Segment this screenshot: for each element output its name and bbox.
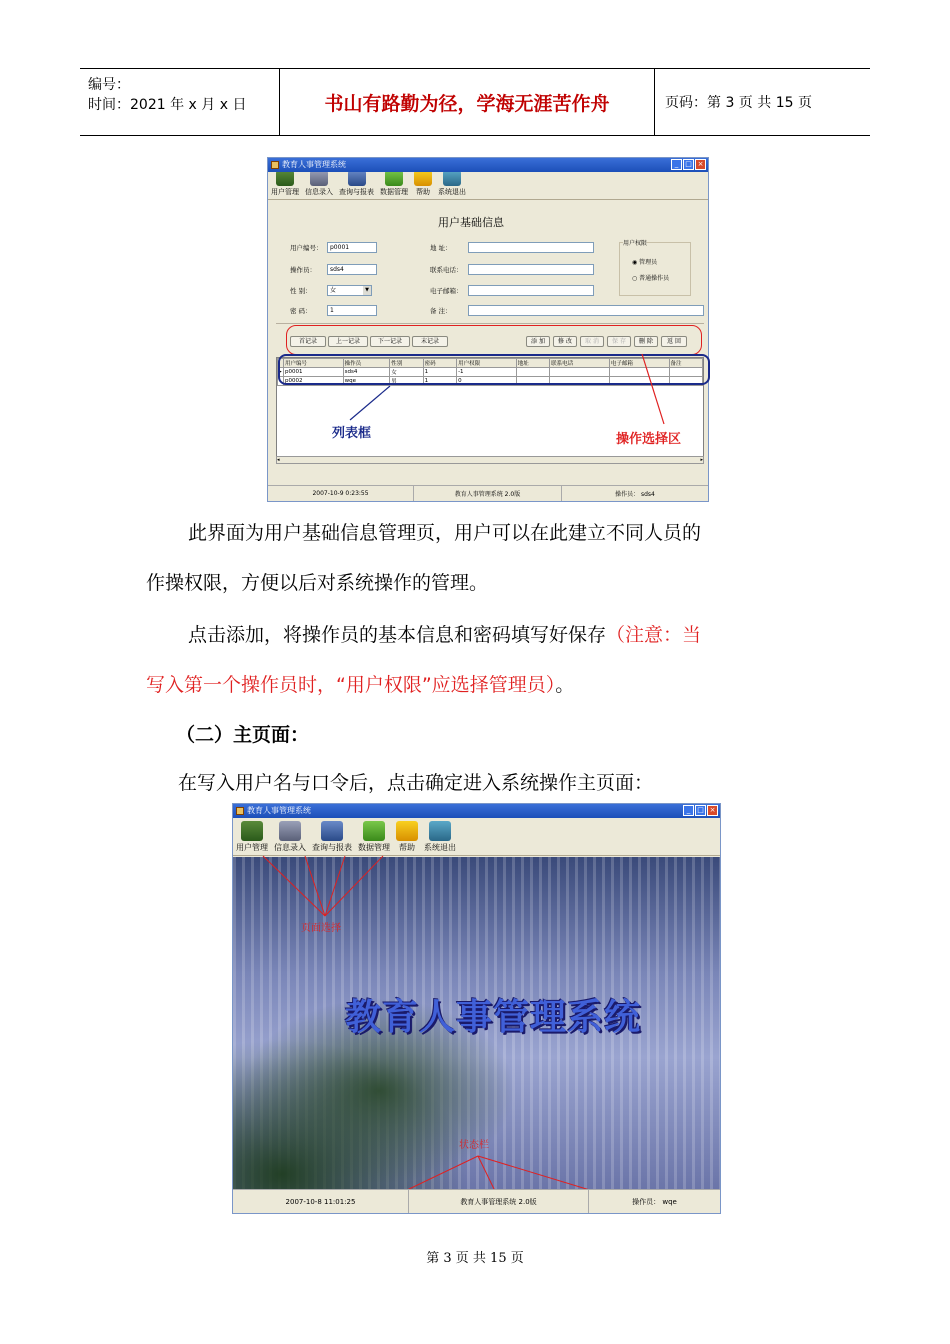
table-cell: p0001 [284, 368, 344, 377]
tool-help[interactable]: 帮助 [411, 168, 435, 199]
chevron-down-icon[interactable]: ▼ [363, 286, 371, 295]
minimize-icon[interactable]: _ [671, 159, 682, 170]
header-motto: 书山有路勤为径，学海无涯苦作舟 [280, 69, 655, 135]
ops-arrow [642, 354, 664, 424]
grid-header-cell[interactable]: 地址 [516, 359, 549, 368]
status-arrow-1 [405, 1156, 478, 1191]
annotation-list-box: 列表框 [332, 426, 372, 441]
annotation-ops-area: 操作选择区 [616, 432, 682, 447]
grid-header-cell[interactable]: 电子邮箱 [609, 359, 669, 368]
tool-help[interactable]: 帮助 [393, 819, 421, 855]
user-id-field[interactable]: p0001 [327, 242, 377, 253]
main-toolbar [268, 172, 708, 200]
radio-normal[interactable]: ○ 普通操作员 [632, 275, 670, 282]
status-datetime: 2007-10-9 0:23:55 [268, 486, 414, 501]
tool-query-report[interactable]: 查询与报表 [336, 168, 377, 199]
table-cell: p0002 [284, 377, 344, 386]
main-window [232, 803, 721, 1214]
section-heading: （二）主页面： [176, 724, 310, 746]
page-header [80, 68, 870, 136]
form-title: 用户基础信息 [438, 216, 504, 229]
status-arrow-2 [478, 1156, 495, 1191]
paragraph-3: 在写入用户名与口令后，点击确定进入系统操作主页面： [178, 772, 654, 794]
status-app-name: 教育人事管理系统 2.0版 [409, 1190, 589, 1213]
status-operator: 操作员： sds4 [615, 491, 655, 498]
form-panel [272, 202, 704, 480]
tool-user-mgmt[interactable]: 用户管理 [233, 819, 271, 855]
status-app-name: 教育人事管理系统 2.0版 [414, 486, 562, 501]
grid-header-cell[interactable]: 用户编号 [284, 359, 344, 368]
list-arrow [350, 386, 390, 420]
paragraph-2-line-1: 点击添加，将操作员的基本信息和密码填写好保存（注意：当 [188, 624, 702, 646]
menu-arrow-3 [325, 856, 345, 916]
address-label: 地 址： [430, 244, 452, 252]
status-bar [233, 1189, 720, 1213]
table-cell: 0 [457, 377, 517, 386]
phone-label: 联系电话： [430, 266, 463, 274]
status-bar [268, 485, 708, 501]
tool-query-report[interactable]: 查询与报表 [309, 819, 355, 855]
time-label: 时间：2021 年 x 月 x 日 [88, 97, 247, 113]
password-label: 密 码： [290, 307, 312, 315]
table-cell: 女 [390, 368, 423, 377]
status-operator: 操作员： wqe [632, 1197, 677, 1206]
paragraph-1-line-1: 此界面为用户基础信息管理页，用户可以在此建立不同人员的 [188, 522, 702, 544]
grid-header-cell[interactable]: 操作员 [343, 359, 390, 368]
close-icon[interactable]: × [707, 805, 718, 816]
return-button[interactable]: 返 回 [661, 336, 687, 347]
last-record-button[interactable]: 末记录 [412, 336, 448, 347]
gender-select[interactable]: 女 ▼ [327, 285, 372, 296]
tool-info-entry[interactable]: 信息录入 [271, 819, 309, 855]
table-cell: wqe [343, 377, 390, 386]
window-title: 教育人事管理系统 [247, 806, 311, 815]
close-icon[interactable]: × [695, 159, 706, 170]
header-page-info: 页码：第 3 页 共 15 页 [665, 95, 812, 111]
row-indicator: ▸ [279, 369, 282, 375]
password-field[interactable]: 1 [327, 305, 377, 316]
tool-exit[interactable]: 系统退出 [435, 168, 469, 199]
operator-field[interactable]: sds4 [327, 264, 377, 275]
book-icon [348, 170, 366, 186]
remark-label: 备 注： [430, 307, 452, 315]
users-icon [276, 170, 294, 186]
annotation-menu: 页面选择 [301, 923, 341, 934]
app-icon [271, 161, 279, 169]
exit-door-icon [443, 170, 461, 186]
annotation-status: 状态栏 [459, 1140, 489, 1151]
annotation-arrows [272, 202, 712, 452]
window-title: 教育人事管理系统 [282, 160, 346, 169]
table-cell: 1 [423, 377, 456, 386]
user-info-window [267, 157, 709, 502]
status-datetime: 2007-10-8 11:01:25 [233, 1190, 409, 1213]
menu-arrow-4 [325, 856, 383, 916]
save-button[interactable]: 保 存 [607, 336, 631, 347]
page-footer: 第 3 页 共 15 页 [426, 1251, 524, 1266]
cancel-button[interactable]: 取 消 [580, 336, 604, 347]
grid-header-cell[interactable]: 联系电话 [550, 359, 610, 368]
database-icon [385, 170, 403, 186]
table-cell: 1 [423, 368, 456, 377]
tool-info-entry[interactable]: 信息录入 [302, 168, 336, 199]
email-label: 电子邮箱： [430, 287, 463, 295]
number-label: 编号： [88, 77, 130, 93]
maximize-icon[interactable]: □ [695, 805, 706, 816]
pencil-icon [310, 170, 328, 186]
header-meta [80, 69, 280, 135]
operator-label: 操作员： [290, 266, 316, 274]
tool-data-mgmt[interactable]: 数据管理 [377, 168, 411, 199]
radio-admin[interactable]: ◉ 管理员 [632, 259, 658, 266]
paragraph-2-line-2: 写入第一个操作员时，“用户权限”应选择管理员）。 [146, 674, 575, 696]
table-cell: -1 [457, 368, 517, 377]
edit-button[interactable]: 修 改 [553, 336, 577, 347]
window-titlebar [268, 158, 708, 172]
grid-header-cell[interactable]: 性别 [390, 359, 423, 368]
status-arrow-3 [478, 1156, 593, 1191]
menu-arrow-1 [263, 856, 325, 916]
tool-user-mgmt[interactable]: 用户管理 [268, 168, 302, 199]
first-record-button[interactable]: 首记录 [290, 336, 326, 347]
tool-exit[interactable]: 系统退出 [421, 819, 459, 855]
gender-label: 性 别： [290, 287, 312, 295]
paragraph-1-line-2: 作操权限，方便以后对系统操作的管理。 [146, 572, 489, 594]
minimize-icon[interactable]: _ [683, 805, 694, 816]
maximize-icon[interactable]: □ [683, 159, 694, 170]
grid-header-cell[interactable]: 用户权限 [457, 359, 517, 368]
banner-title: 教育人事管理系统 [345, 997, 642, 1038]
warning-icon [414, 170, 432, 186]
tool-data-mgmt[interactable]: 数据管理 [355, 819, 393, 855]
prev-record-button[interactable]: 上一记录 [328, 336, 368, 347]
delete-button[interactable]: 删 除 [634, 336, 658, 347]
waterfall-background [233, 857, 720, 1191]
table-cell: 男 [390, 377, 423, 386]
next-record-button[interactable]: 下一记录 [370, 336, 410, 347]
user-id-label: 用户编号： [290, 244, 323, 252]
grid-header-cell[interactable]: 密码 [423, 359, 456, 368]
grid-header-cell[interactable]: 备注 [669, 359, 703, 368]
table-cell: sds4 [343, 368, 390, 377]
grid-scrollbar[interactable]: ◂ ▸ [277, 457, 703, 463]
annotation-arrows-main [233, 804, 720, 1191]
add-button[interactable]: 添 加 [526, 336, 550, 347]
permission-title: 用户权限 [623, 240, 648, 247]
